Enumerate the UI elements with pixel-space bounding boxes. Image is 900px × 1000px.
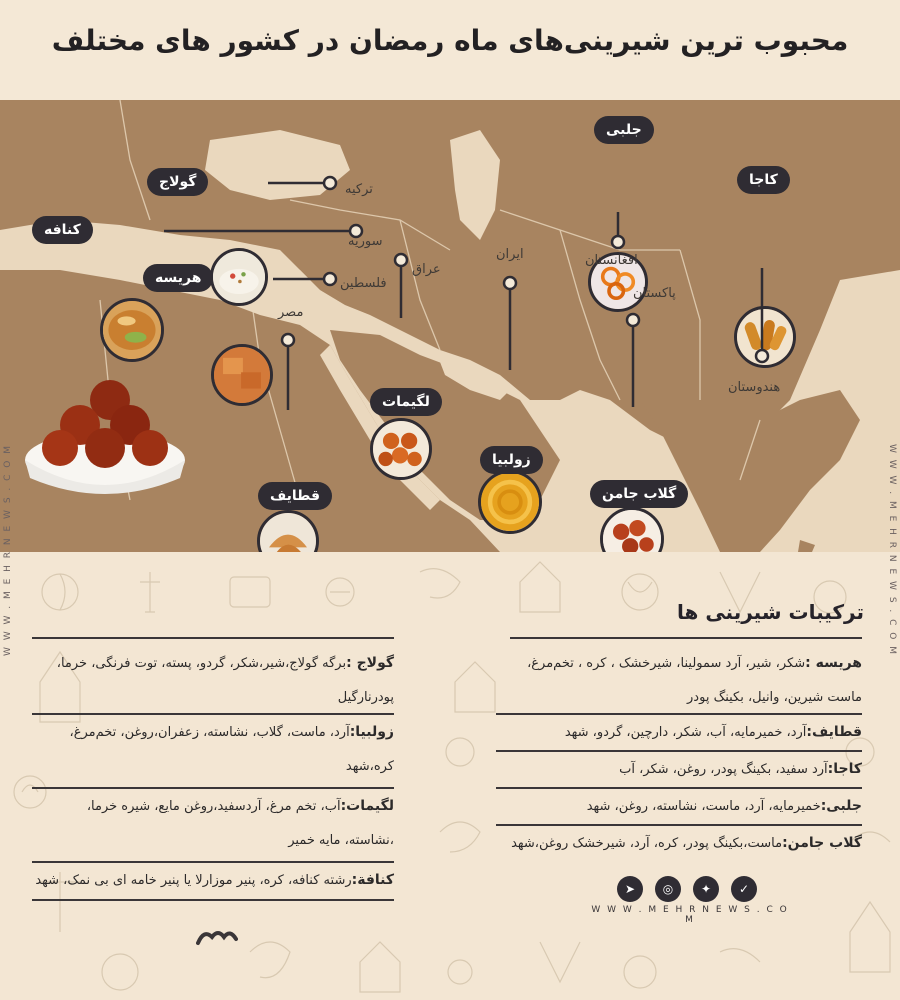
- mehr-logo-icon: [196, 925, 238, 949]
- header: [0, 0, 900, 100]
- sweet-pill-jalebi: جلبی: [594, 116, 654, 144]
- country-label-palestine: فلسطین: [340, 276, 387, 291]
- country-label-egypt: مصر: [278, 305, 304, 320]
- sweet-pill-zulbia: زولبیا: [480, 446, 543, 474]
- sweet-pill-kaja: کاجا: [737, 166, 790, 194]
- instagram-icon[interactable]: ◎: [655, 876, 681, 902]
- title-underline: [510, 637, 862, 639]
- recipe-qatayef: قطایف:آرد، خمیرمایه، آب، شکر، دارچین، گردو، شهد: [564, 724, 862, 740]
- recipe-name: گلاب جامن:: [782, 835, 862, 851]
- country-label-iraq: عراق: [412, 262, 441, 277]
- sweet-pill-harisa: هریسه: [143, 264, 213, 292]
- verified-icon[interactable]: ✓: [731, 876, 757, 902]
- country-label-india: هندوستان: [728, 380, 781, 395]
- country-label-turkey: ترکیه: [345, 182, 373, 197]
- recipe-name: گولاج :: [346, 655, 394, 671]
- ingredients-title: ترکیبات شیرینی ها: [676, 600, 864, 624]
- side-watermark-right: W W W . M E H R N E W S . C O M: [887, 444, 897, 656]
- twitter-icon[interactable]: ✦: [693, 876, 719, 902]
- sweet-pill-kunafa: کنافه: [32, 216, 93, 244]
- side-watermark-left: W W W . M E H R N E W S . C O M: [3, 444, 13, 656]
- telegram-icon[interactable]: ➤: [617, 876, 643, 902]
- recipe-name: جلبی:: [820, 798, 862, 814]
- sweet-pill-gulab-jamun: گلاب جامن: [590, 480, 688, 508]
- recipe-harisa: هریسه :شکر، شیر، آرد سمولینا، شیرخشک ، کره ، تخم‌مرغ، ماست شیرین، وانیل، بکینگ پودر: [527, 655, 862, 705]
- sweet-pill-lgimat: لگیمات: [370, 388, 442, 416]
- country-label-iran: ایران: [496, 247, 524, 262]
- recipe-name: قطایف:: [806, 724, 862, 740]
- recipe-zulbia: زولبیا:آرد، ماست، گلاب، نشاسته، زعفران،روغن، تخم‌مرغ، کره،شهد: [69, 724, 394, 774]
- left-top-rule: [32, 637, 394, 639]
- website-url: W W W . M E H R N E W S . C O M: [591, 905, 789, 925]
- divider: [32, 899, 394, 901]
- recipe-name: کاجا:: [827, 761, 862, 777]
- country-label-syria: سوریه: [348, 234, 383, 249]
- recipe-gulab-jamun: گلاب جامن:ماست،بکینگ پودر، کره، آرد، شیرخشک روغن،شهد: [511, 835, 862, 851]
- recipe-name: هریسه :: [805, 655, 862, 671]
- recipe-kaja: کاجا:آرد سفید، بکینگ پودر، روغن، شکر، آب: [619, 761, 862, 777]
- recipe-name: کنافة:: [351, 872, 394, 888]
- country-label-afghanistan: افغانستان: [585, 253, 638, 268]
- sweet-pill-gullach: گولاج: [147, 168, 208, 196]
- recipe-jalebi: جلبی:خمیرمایه، آرد، ماست، نشاسته، روغن، شهد: [586, 798, 862, 814]
- recipe-kunafa: کنافة:رشته کنافه، کره، پنیر موزارلا یا پنیر خامه ای بی نمک، شهد: [35, 872, 394, 888]
- recipe-name: لگیمات:: [340, 798, 394, 814]
- page-title: محبوب ترین شیرینی‌های ماه رمضان در کشور های مختلف: [51, 24, 849, 57]
- recipe-gullach: گولاج :برگه گولاج،شیر،شکر، گردو، پسته، توت فرنگی، خرما، پودرنارگیل: [56, 655, 394, 705]
- sweet-pill-qatayef: قطایف: [258, 482, 332, 510]
- recipe-name: زولبیا:: [349, 724, 394, 740]
- country-label-pakistan: پاکستان: [633, 286, 676, 301]
- recipe-lgimat: لگیمات:آب، تخم مرغ، آردسفید،روغن مایع، شیره خرما، ،نشاسته، مایه خمیر: [86, 798, 394, 848]
